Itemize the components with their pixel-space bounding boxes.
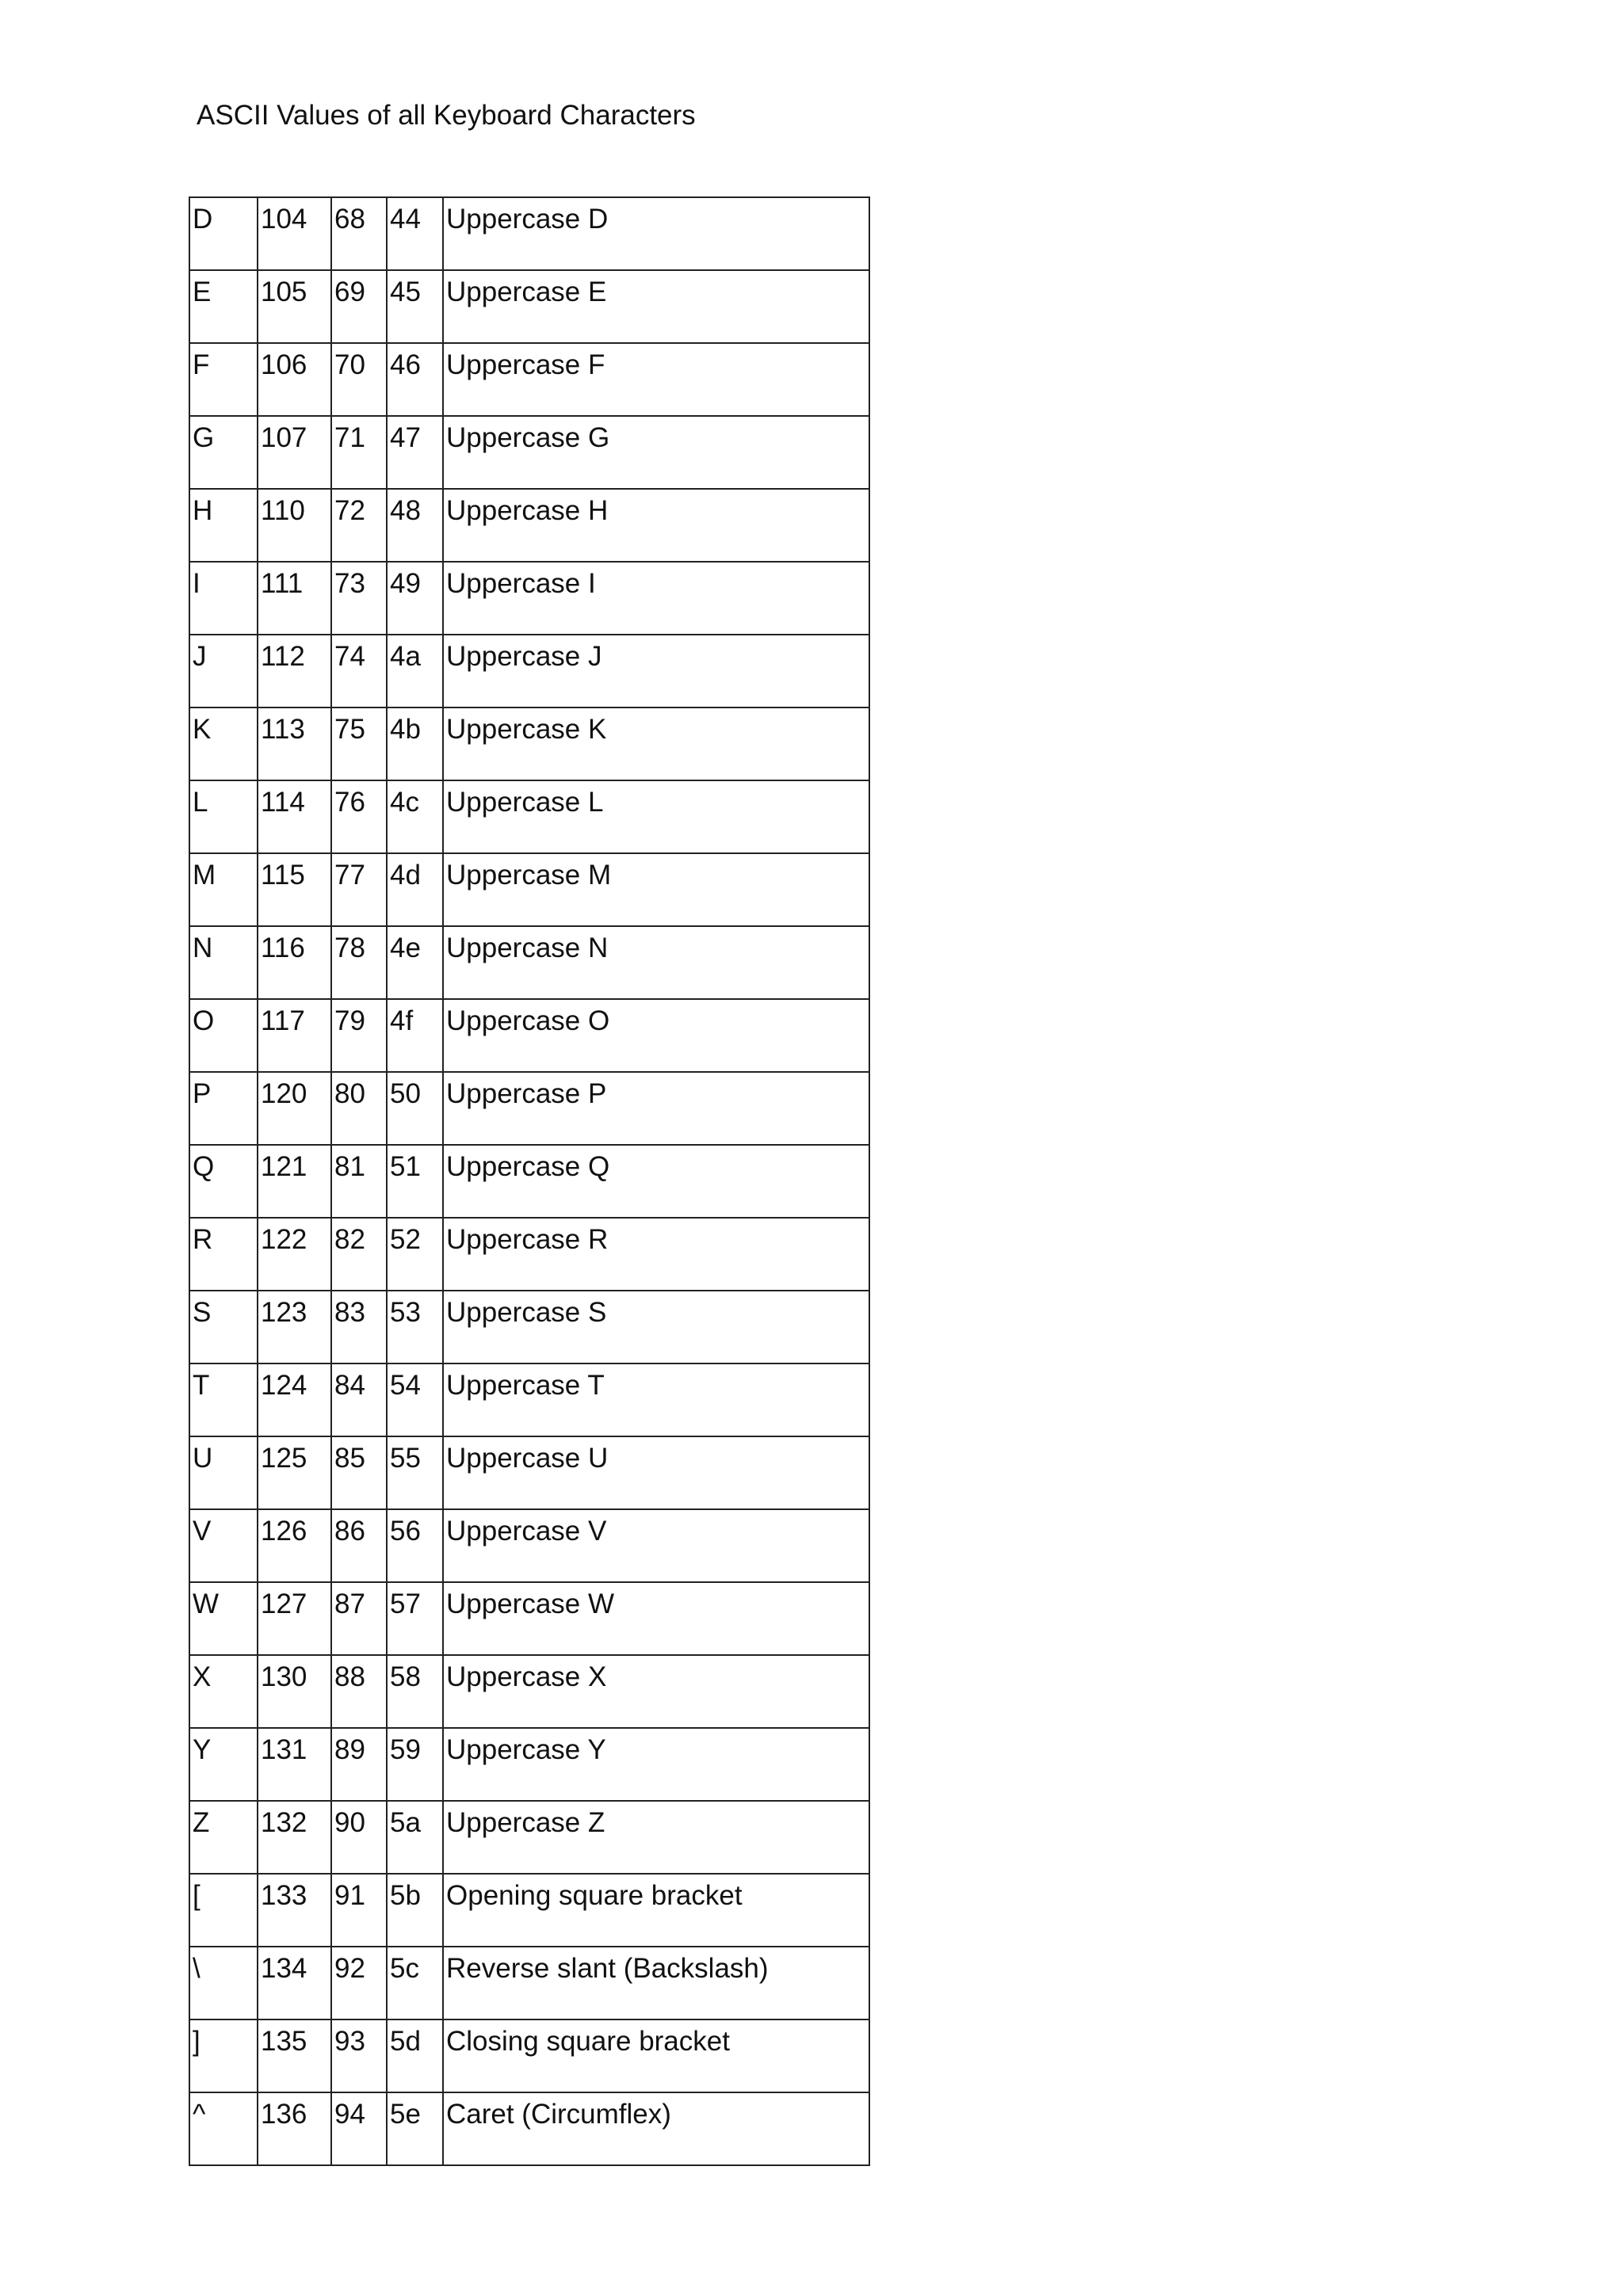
cell-character: ^: [189, 2092, 258, 2165]
cell-octal: 134: [258, 1947, 331, 2019]
cell-hex: 53: [387, 1291, 443, 1363]
cell-description: Caret (Circumflex): [443, 2092, 869, 2165]
table-row: [189, 343, 869, 416]
table-row: [189, 1218, 869, 1291]
table-row: [189, 1509, 869, 1582]
cell-description: Uppercase M: [443, 853, 869, 926]
cell-hex: 46: [387, 343, 443, 416]
cell-octal: 132: [258, 1801, 331, 1874]
cell-description: Uppercase K: [443, 707, 869, 780]
cell-description: Uppercase Y: [443, 1728, 869, 1801]
table-row: [189, 1436, 869, 1509]
cell-description: Uppercase X: [443, 1655, 869, 1728]
cell-decimal: 72: [331, 489, 387, 562]
cell-octal: 104: [258, 197, 331, 270]
cell-hex: 5b: [387, 1874, 443, 1947]
cell-character: S: [189, 1291, 258, 1363]
cell-decimal: 80: [331, 1072, 387, 1145]
cell-decimal: 83: [331, 1291, 387, 1363]
cell-hex: 55: [387, 1436, 443, 1509]
cell-octal: 126: [258, 1509, 331, 1582]
cell-decimal: 85: [331, 1436, 387, 1509]
table-row: [189, 489, 869, 562]
cell-octal: 121: [258, 1145, 331, 1218]
cell-octal: 111: [258, 562, 331, 635]
cell-octal: 105: [258, 270, 331, 343]
cell-octal: 106: [258, 343, 331, 416]
cell-octal: 135: [258, 2019, 331, 2092]
cell-decimal: 69: [331, 270, 387, 343]
cell-hex: 4a: [387, 635, 443, 707]
cell-character: Y: [189, 1728, 258, 1801]
cell-decimal: 68: [331, 197, 387, 270]
cell-description: Uppercase G: [443, 416, 869, 489]
table-row: [189, 1072, 869, 1145]
cell-hex: 5c: [387, 1947, 443, 2019]
table-row: [189, 1291, 869, 1363]
cell-hex: 4c: [387, 780, 443, 853]
cell-octal: 123: [258, 1291, 331, 1363]
cell-hex: 59: [387, 1728, 443, 1801]
cell-hex: 52: [387, 1218, 443, 1291]
cell-octal: 110: [258, 489, 331, 562]
table-row: [189, 197, 869, 270]
cell-character: W: [189, 1582, 258, 1655]
cell-description: Uppercase H: [443, 489, 869, 562]
cell-description: Opening square bracket: [443, 1874, 869, 1947]
cell-character: M: [189, 853, 258, 926]
cell-description: Uppercase J: [443, 635, 869, 707]
cell-hex: 5d: [387, 2019, 443, 2092]
cell-decimal: 82: [331, 1218, 387, 1291]
cell-character: [: [189, 1874, 258, 1947]
cell-description: Reverse slant (Backslash): [443, 1947, 869, 2019]
cell-description: Uppercase D: [443, 197, 869, 270]
cell-decimal: 77: [331, 853, 387, 926]
table-row: [189, 1582, 869, 1655]
cell-decimal: 74: [331, 635, 387, 707]
cell-octal: 113: [258, 707, 331, 780]
cell-decimal: 79: [331, 999, 387, 1072]
cell-octal: 107: [258, 416, 331, 489]
cell-hex: 4e: [387, 926, 443, 999]
cell-hex: 50: [387, 1072, 443, 1145]
cell-decimal: 93: [331, 2019, 387, 2092]
ascii-table-body: [189, 197, 869, 2165]
cell-description: Uppercase E: [443, 270, 869, 343]
table-row: [189, 1801, 869, 1874]
cell-hex: 4f: [387, 999, 443, 1072]
cell-hex: 51: [387, 1145, 443, 1218]
cell-decimal: 92: [331, 1947, 387, 2019]
cell-hex: 44: [387, 197, 443, 270]
table-row: [189, 416, 869, 489]
cell-hex: 54: [387, 1363, 443, 1436]
cell-description: Uppercase L: [443, 780, 869, 853]
cell-hex: 57: [387, 1582, 443, 1655]
table-row: [189, 1728, 869, 1801]
cell-hex: 47: [387, 416, 443, 489]
table-row: [189, 926, 869, 999]
table-row: [189, 999, 869, 1072]
table-row: [189, 707, 869, 780]
cell-octal: 114: [258, 780, 331, 853]
table-row: [189, 2019, 869, 2092]
cell-character: P: [189, 1072, 258, 1145]
table-row: [189, 853, 869, 926]
cell-description: Closing square bracket: [443, 2019, 869, 2092]
cell-decimal: 75: [331, 707, 387, 780]
cell-hex: 49: [387, 562, 443, 635]
table-row: [189, 1655, 869, 1728]
cell-decimal: 70: [331, 343, 387, 416]
cell-decimal: 73: [331, 562, 387, 635]
table-row: [189, 1947, 869, 2019]
cell-description: Uppercase Q: [443, 1145, 869, 1218]
cell-character: N: [189, 926, 258, 999]
cell-description: Uppercase N: [443, 926, 869, 999]
cell-octal: 130: [258, 1655, 331, 1728]
cell-hex: 4d: [387, 853, 443, 926]
cell-octal: 131: [258, 1728, 331, 1801]
cell-decimal: 76: [331, 780, 387, 853]
cell-character: ]: [189, 2019, 258, 2092]
cell-decimal: 94: [331, 2092, 387, 2165]
table-row: [189, 1145, 869, 1218]
cell-description: Uppercase T: [443, 1363, 869, 1436]
cell-hex: 5a: [387, 1801, 443, 1874]
table-row: [189, 562, 869, 635]
cell-octal: 133: [258, 1874, 331, 1947]
cell-hex: 56: [387, 1509, 443, 1582]
cell-character: E: [189, 270, 258, 343]
cell-decimal: 86: [331, 1509, 387, 1582]
cell-decimal: 91: [331, 1874, 387, 1947]
cell-octal: 117: [258, 999, 331, 1072]
cell-description: Uppercase W: [443, 1582, 869, 1655]
cell-decimal: 71: [331, 416, 387, 489]
cell-hex: 5e: [387, 2092, 443, 2165]
cell-description: Uppercase O: [443, 999, 869, 1072]
table-row: [189, 635, 869, 707]
page-title: ASCII Values of all Keyboard Characters: [197, 100, 696, 131]
cell-hex: 4b: [387, 707, 443, 780]
cell-decimal: 78: [331, 926, 387, 999]
table-row: [189, 270, 869, 343]
cell-character: R: [189, 1218, 258, 1291]
cell-octal: 125: [258, 1436, 331, 1509]
cell-octal: 127: [258, 1582, 331, 1655]
cell-character: O: [189, 999, 258, 1072]
ascii-table: [189, 196, 870, 2166]
cell-description: Uppercase Z: [443, 1801, 869, 1874]
cell-octal: 136: [258, 2092, 331, 2165]
cell-description: Uppercase V: [443, 1509, 869, 1582]
cell-hex: 45: [387, 270, 443, 343]
table-row: [189, 1874, 869, 1947]
cell-character: D: [189, 197, 258, 270]
cell-description: Uppercase R: [443, 1218, 869, 1291]
cell-character: I: [189, 562, 258, 635]
cell-character: T: [189, 1363, 258, 1436]
cell-octal: 124: [258, 1363, 331, 1436]
cell-character: F: [189, 343, 258, 416]
cell-octal: 112: [258, 635, 331, 707]
cell-decimal: 89: [331, 1728, 387, 1801]
cell-hex: 58: [387, 1655, 443, 1728]
cell-octal: 116: [258, 926, 331, 999]
cell-decimal: 81: [331, 1145, 387, 1218]
cell-character: X: [189, 1655, 258, 1728]
cell-character: G: [189, 416, 258, 489]
cell-character: U: [189, 1436, 258, 1509]
cell-description: Uppercase P: [443, 1072, 869, 1145]
cell-octal: 120: [258, 1072, 331, 1145]
table-row: [189, 2092, 869, 2165]
cell-character: L: [189, 780, 258, 853]
cell-description: Uppercase F: [443, 343, 869, 416]
cell-decimal: 88: [331, 1655, 387, 1728]
cell-character: Q: [189, 1145, 258, 1218]
cell-hex: 48: [387, 489, 443, 562]
cell-decimal: 90: [331, 1801, 387, 1874]
cell-decimal: 87: [331, 1582, 387, 1655]
table-row: [189, 780, 869, 853]
cell-description: Uppercase S: [443, 1291, 869, 1363]
cell-octal: 122: [258, 1218, 331, 1291]
cell-character: J: [189, 635, 258, 707]
cell-character: H: [189, 489, 258, 562]
cell-description: Uppercase I: [443, 562, 869, 635]
cell-octal: 115: [258, 853, 331, 926]
cell-description: Uppercase U: [443, 1436, 869, 1509]
cell-decimal: 84: [331, 1363, 387, 1436]
cell-character: Z: [189, 1801, 258, 1874]
cell-character: V: [189, 1509, 258, 1582]
cell-character: \: [189, 1947, 258, 2019]
table-row: [189, 1363, 869, 1436]
cell-character: K: [189, 707, 258, 780]
